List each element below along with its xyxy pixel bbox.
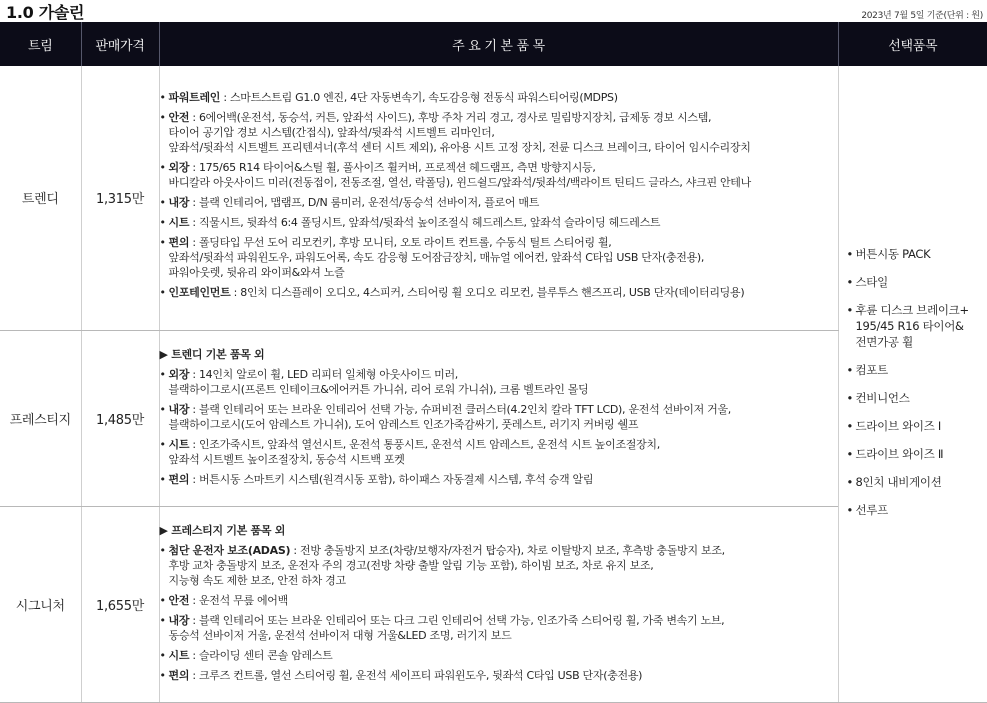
feature-category: 인포테인먼트 <box>168 286 231 300</box>
feature-text: : 블랙 인테리어 또는 브라운 인테리어 선택 가능, 슈퍼비전 클러스터(4.2인치 칼라 TFT LCD), 운전석 선바이저 거울, <box>189 402 731 416</box>
feature-item <box>160 668 838 683</box>
feature-text: 앞좌석 시트벨트 높이조절장치, 동승석 시트백 포켓 <box>168 452 405 466</box>
feature-text: : 6에어백(운전석, 동승석, 커튼, 앞좌석 사이드), 후방 주차 거리 경고, 경사로 밀림방지장치, 급제동 경보 시스템, <box>189 111 712 125</box>
feature-text: : 인조가죽시트, 앞좌석 열선시트, 운전석 통풍시트, 운전석 시트 암레스트, 운전석 시트 높이조절장치, <box>189 437 660 451</box>
feature-item <box>160 472 838 487</box>
feature-text: 블랙하이그로시(도어 암레스트 가니쉬), 도어 암레스트 인조가죽감싸기, 풋레스트, 러기지 커버링 쉘프 <box>168 417 639 431</box>
price-cell: 1,485만 <box>81 330 159 506</box>
feature-item <box>160 613 838 643</box>
feature-item <box>160 543 838 588</box>
feature-category: 외장 <box>168 161 190 175</box>
feature-category: 시트 <box>168 648 190 662</box>
feature-text: 동승석 선바이저 거울, 운전석 선바이저 대형 거울&LED 조명, 러기지 보드 <box>168 628 512 642</box>
trim-cell: 시그니처 <box>0 506 81 702</box>
feature-text: : 8인치 디스플레이 오디오, 4스피커, 스티어링 휠 오디오 리모컨, 블루투스 핸즈프리, USB 단자(데이터리딩용) <box>230 286 745 300</box>
feature-text: : 블랙 인테리어, 맵램프, D/N 룸미러, 운전석/동승석 선바이저, 플로어 매트 <box>189 196 540 210</box>
option-label: 195/45 R16 타이어& <box>855 319 964 333</box>
feature-text: : 슬라이딩 센터 콘솔 암레스트 <box>189 648 333 662</box>
date-note: 2023년 7월 5일 기준(단위 : 원) <box>861 11 983 21</box>
feature-category: 안전 <box>168 111 190 125</box>
feature-text: 후방 교차 충돌방지 보조, 운전자 주의 경고(전방 차량 출발 알림 기능 포함), 하이빔 보조, 차로 유지 보조, <box>168 558 654 572</box>
option-item <box>847 474 987 490</box>
feature-category: 파워트레인 <box>168 91 221 105</box>
feature-item <box>160 593 838 608</box>
options-cell <box>838 66 987 702</box>
feature-text: : 블랙 인테리어 또는 브라운 인테리어 또는 다크 그린 인테리어 선택 가능, 인조가죽 스티어링 휠, 가죽 변속기 노브, <box>189 613 725 627</box>
col-header-price: 판매가격 <box>81 22 159 66</box>
items-cell <box>159 330 838 506</box>
col-header-items: 주 요 기 본 품 목 <box>159 22 838 66</box>
option-item <box>847 418 987 434</box>
spec-table <box>0 22 987 703</box>
option-item <box>847 446 987 462</box>
option-list <box>847 246 987 530</box>
price-cell: 1,655만 <box>81 506 159 702</box>
feature-category: 첨단 운전자 보조(ADAS) <box>168 543 291 557</box>
feature-category: 편의 <box>168 472 190 486</box>
option-label: • 선루프 <box>855 503 888 517</box>
option-item <box>847 302 987 350</box>
option-item <box>847 246 987 262</box>
feature-item <box>160 160 838 190</box>
feature-text: 타이어 공기압 경보 시스템(간접식), 앞좌석/뒷좌석 시트벨트 리마인더, <box>168 126 495 140</box>
feature-item <box>160 648 838 663</box>
feature-item <box>160 367 838 397</box>
feature-text: : 175/65 R14 타이어&스틸 휠, 풀사이즈 휠커버, 프로젝션 헤드램프, 측면 방향지시등, <box>189 161 596 175</box>
feature-text: : 14인치 알로이 휠, LED 리피터 일체형 아웃사이드 미러, <box>189 367 458 381</box>
feature-item <box>160 215 838 230</box>
feature-item <box>160 235 838 280</box>
trim-cell: 프레스티지 <box>0 330 81 506</box>
base-items-note: ▶ 프레스티지 기본 품목 외 <box>159 523 286 537</box>
items-cell <box>159 506 838 702</box>
option-item <box>847 362 987 378</box>
feature-item <box>160 110 838 155</box>
feature-item <box>160 195 838 210</box>
page-title: 1.0 가솔린 <box>6 3 85 22</box>
feature-category: 내장 <box>168 613 190 627</box>
option-item <box>847 502 987 518</box>
col-header-trim: 트림 <box>0 22 81 66</box>
feature-category: 내장 <box>168 196 190 210</box>
feature-category: 시트 <box>168 437 190 451</box>
option-item <box>847 390 987 406</box>
option-label: • 컴포트 <box>855 363 888 377</box>
feature-text: : 전방 충돌방지 보조(차량/보행자/자전거 탑승자), 차로 이탈방지 보조, 후측방 충돌방지 보조, <box>290 543 725 557</box>
feature-text: 앞좌석/뒷좌석 파워윈도우, 파워도어록, 속도 감응형 도어잠금장치, 매뉴얼 에어컨, 앞좌석 C타입 USB 단자(충전용), <box>168 251 705 265</box>
option-item <box>847 274 987 290</box>
feature-category: 안전 <box>168 593 190 607</box>
feature-text: : 스마트스트림 G1.0 엔진, 4단 자동변속기, 속도감응형 전동식 파워스티어링(MDPS) <box>220 91 618 105</box>
feature-text: : 폴딩타입 무선 도어 리모컨키, 후방 모니터, 오토 라이트 컨트롤, 수동식 틸트 스티어링 휠, <box>189 236 612 250</box>
feature-text: 지능형 속도 제한 보조, 안전 하차 경고 <box>168 573 346 587</box>
feature-text: : 직물시트, 뒷좌석 6:4 폴딩시트, 앞좌석/뒷좌석 높이조절식 헤드레스트, 앞좌석 슬라이딩 헤드레스트 <box>189 216 661 230</box>
option-label: • 8인치 내비게이션 <box>855 475 942 489</box>
feature-text: 앞좌석/뒷좌석 시트벨트 프리텐셔너(후석 센터 시트 제외), 유아용 시트 고정 장치, 전륜 디스크 브레이크, 타이어 임시수리장치 <box>168 141 751 155</box>
option-label: • 버튼시동 PACK <box>855 247 931 261</box>
feature-item <box>160 90 838 105</box>
feature-text: : 버튼시동 스마트키 시스템(원격시동 포함), 하이패스 자동결제 시스템, 후석 승객 알림 <box>189 472 594 486</box>
feature-item <box>160 437 838 467</box>
table-row-trendy <box>0 66 987 330</box>
feature-category: 편의 <box>168 236 190 250</box>
feature-category: 편의 <box>168 668 190 682</box>
header-row <box>0 22 987 66</box>
feature-text: 블랙하이그로시(프론트 인테이크&에어커튼 가니쉬, 리어 로워 가니쉬), 크롬 벨트라인 몰딩 <box>168 382 589 396</box>
items-cell <box>159 66 838 330</box>
base-items-note: ▶ 트렌디 기본 품목 외 <box>159 347 265 361</box>
option-label: • 컨비니언스 <box>855 391 910 405</box>
feature-text: 파워아웃렛, 뒷유리 와이퍼&와셔 노즐 <box>168 266 345 280</box>
option-label: • 스타일 <box>855 275 888 289</box>
feature-text: : 크루즈 컨트롤, 열선 스티어링 휠, 운전석 세이프티 파워윈도우, 뒷좌석 C타입 USB 단자(충전용) <box>189 668 643 682</box>
col-header-options: 선택품목 <box>838 22 987 66</box>
feature-category: 외장 <box>168 367 190 381</box>
feature-item <box>160 285 838 300</box>
feature-text: 바디칼라 아웃사이드 미러(전동접이, 전동조절, 열선, 락폴딩), 윈드쉴드/앞좌석/뒷좌석/백라이트 틴티드 글라스, 샤크핀 안테나 <box>168 176 751 190</box>
feature-text: : 운전석 무릎 에어백 <box>189 593 288 607</box>
feature-category: 내장 <box>168 402 190 416</box>
option-label: 전면가공 휠 <box>855 335 913 349</box>
option-label: • 드라이브 와이즈 Ⅰ <box>855 419 941 433</box>
option-label: • 드라이브 와이즈 Ⅱ <box>855 447 944 461</box>
option-label: • 후륜 디스크 브레이크+ <box>855 303 969 317</box>
feature-item <box>160 402 838 432</box>
price-cell: 1,315만 <box>81 66 159 330</box>
feature-category: 시트 <box>168 216 190 230</box>
trim-cell: 트렌디 <box>0 66 81 330</box>
